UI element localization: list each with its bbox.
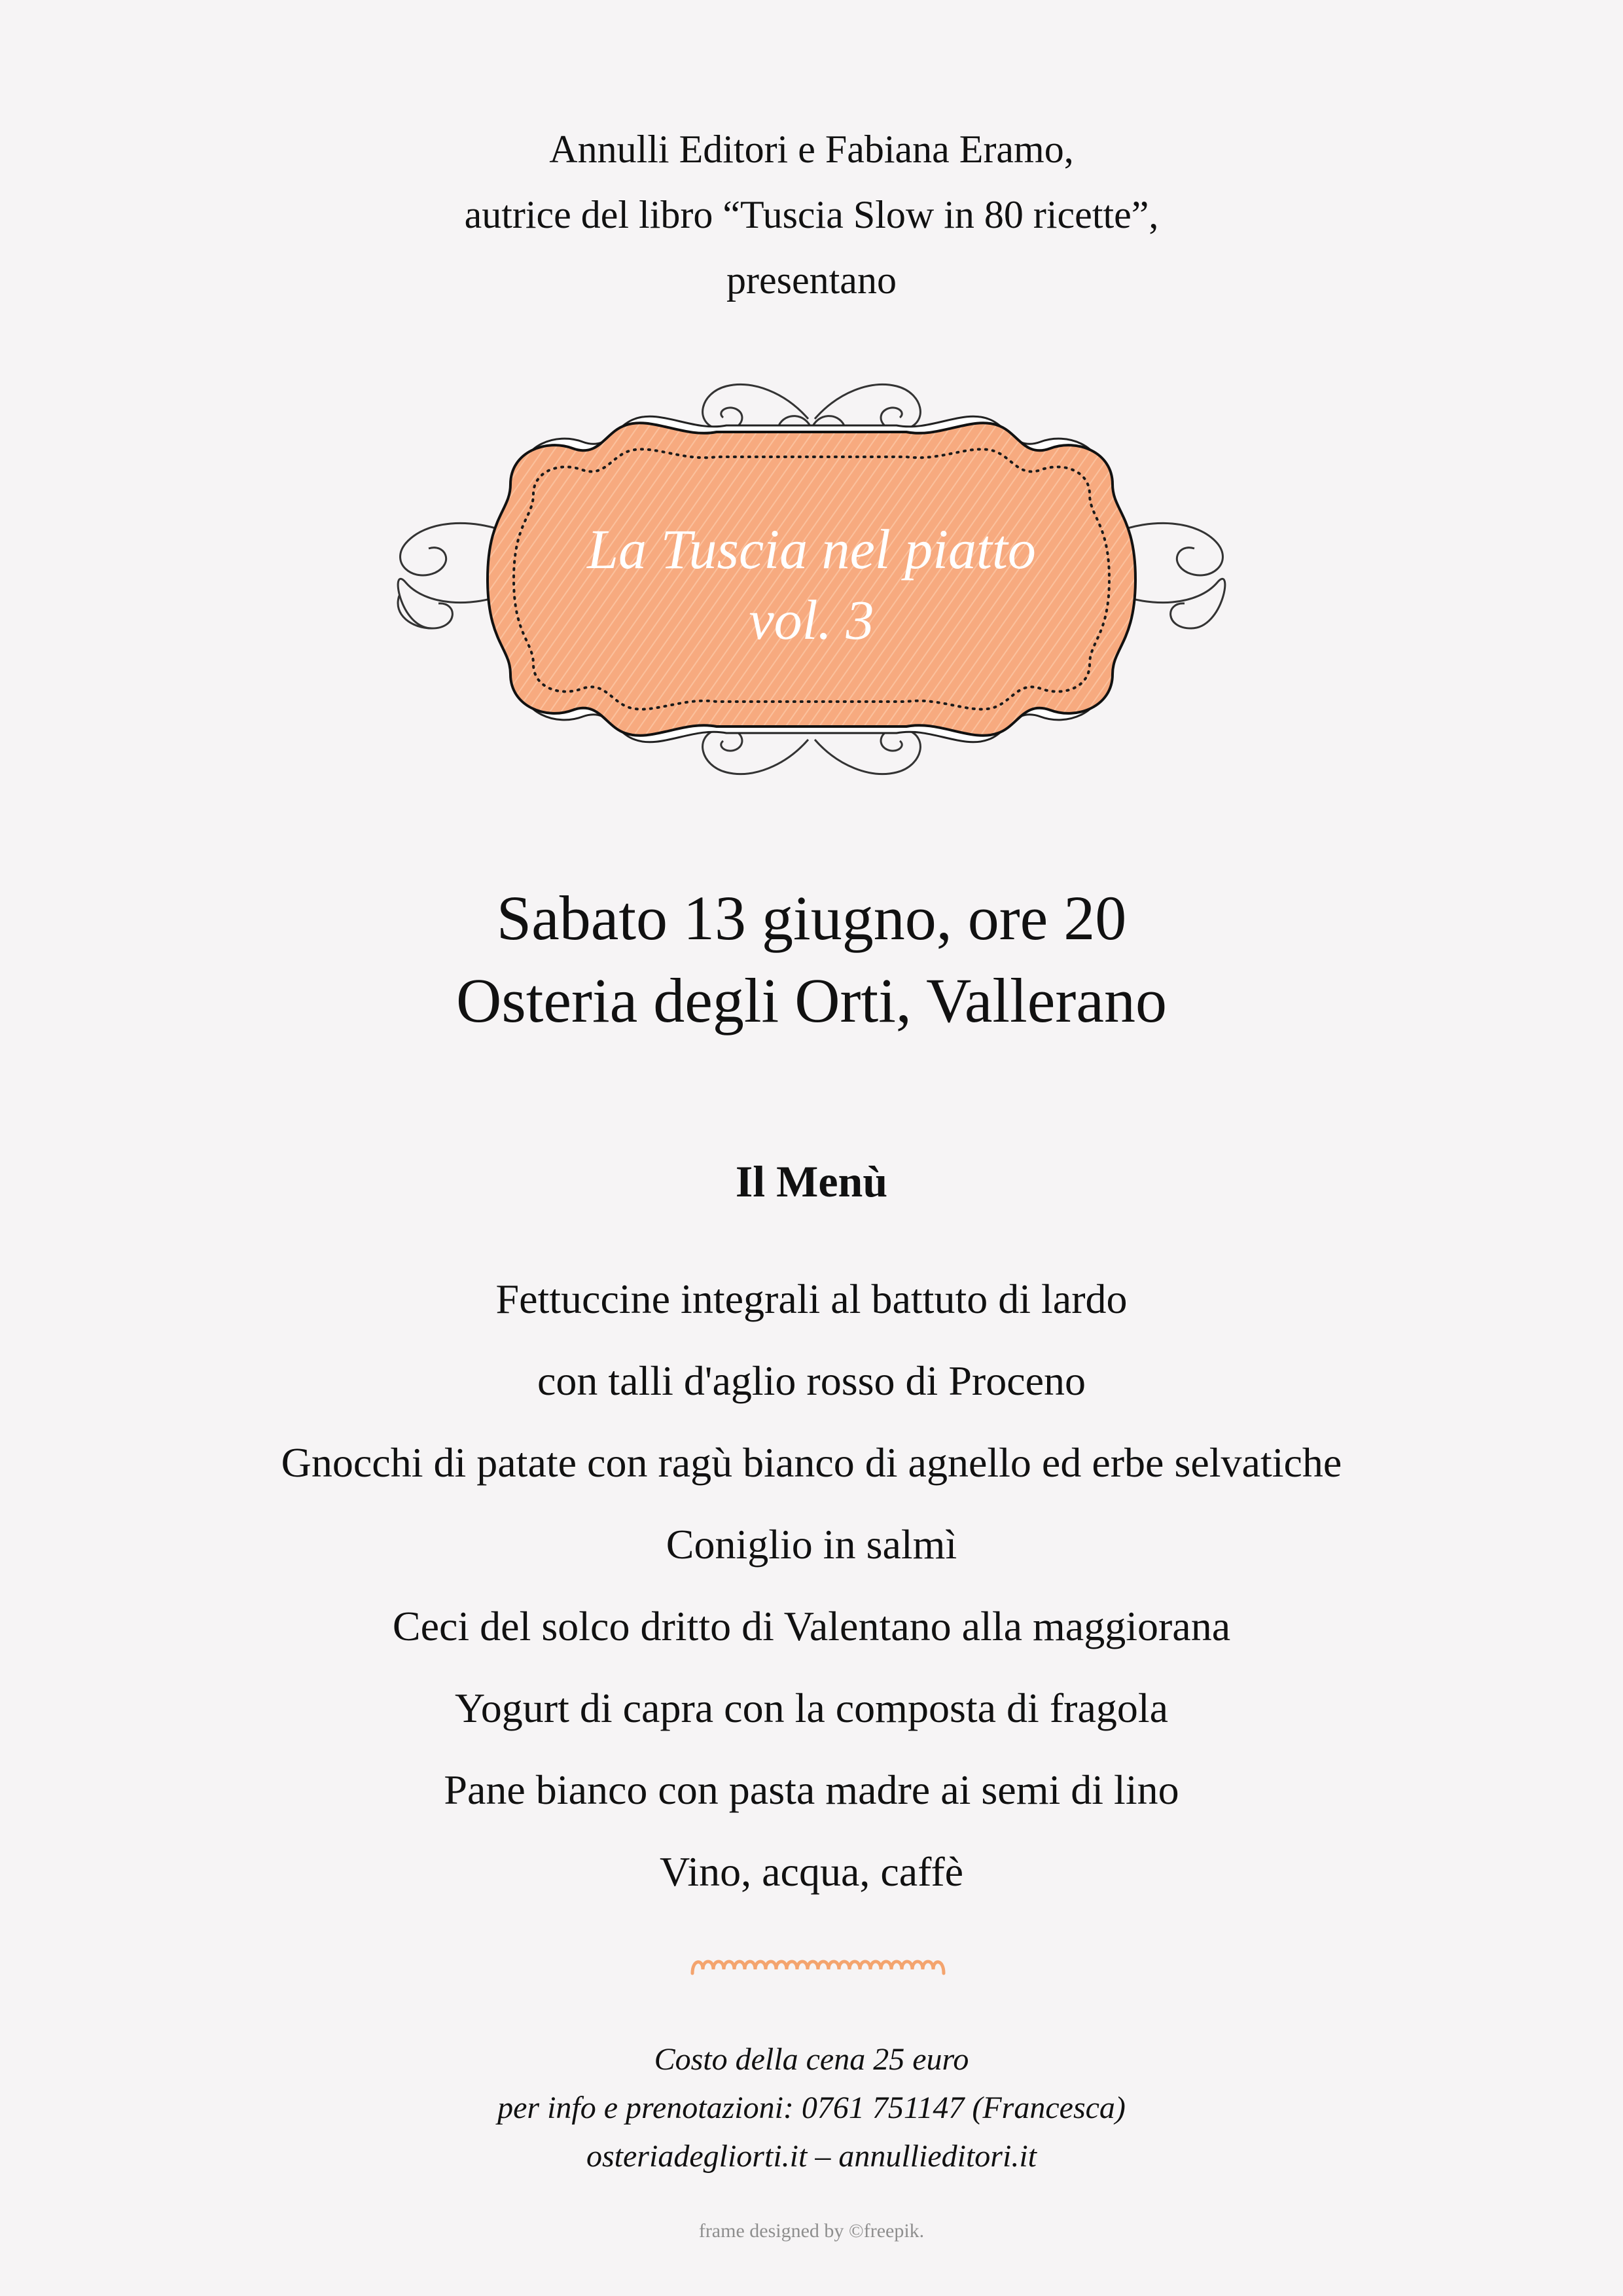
- event-date-time: Sabato 13 giugno, ore 20: [496, 883, 1127, 953]
- websites: osteriadegliorti.it – annullieditori.it: [586, 2139, 1037, 2174]
- menu-item: Coniglio in salmì: [666, 1521, 957, 1568]
- menu-heading: Il Menù: [735, 1157, 888, 1206]
- event-series-title: [386, 514, 1237, 655]
- menu-item: Vino, acqua, caffè: [659, 1848, 964, 1895]
- intro-text: [0, 117, 1623, 313]
- intro-line-2: autrice del libro “Tuscia Slow in 80 ricette”,: [464, 193, 1159, 236]
- intro-line-3: presentano: [726, 259, 897, 302]
- menu-item: Pane bianco con pasta madre ai semi di lino: [444, 1767, 1179, 1813]
- menu-item: con talli d'aglio rosso di Proceno: [537, 1357, 1086, 1404]
- frame-title-line-1: La Tuscia nel piatto: [587, 518, 1036, 581]
- ornamental-frame: [386, 353, 1237, 805]
- frame-credit: frame designed by ©freepik.: [698, 2220, 925, 2242]
- dinner-price: Costo della cena 25 euro: [654, 2042, 969, 2077]
- intro-line-1: Annulli Editori e Fabiana Eramo,: [549, 128, 1074, 171]
- menu-item: Yogurt di capra con la composta di fragola: [454, 1685, 1169, 1731]
- event-venue: Osteria degli Orti, Vallerano: [456, 965, 1167, 1035]
- menu-item: Ceci del solco dritto di Valentano alla maggiorana: [392, 1603, 1231, 1649]
- menu-item: Fettuccine integrali al battuto di lardo: [495, 1276, 1128, 1322]
- event-details: [0, 877, 1623, 1042]
- booking-info: per info e prenotazioni: 0761 751147 (Francesca): [497, 2090, 1126, 2125]
- decorative-divider: [687, 1954, 949, 1986]
- footer-info: [0, 2036, 1623, 2181]
- frame-title-line-2: vol. 3: [749, 588, 874, 651]
- menu-item: Gnocchi di patate con ragù bianco di agnello ed erbe selvatiche: [281, 1439, 1342, 1486]
- menu-list: [0, 1258, 1623, 1912]
